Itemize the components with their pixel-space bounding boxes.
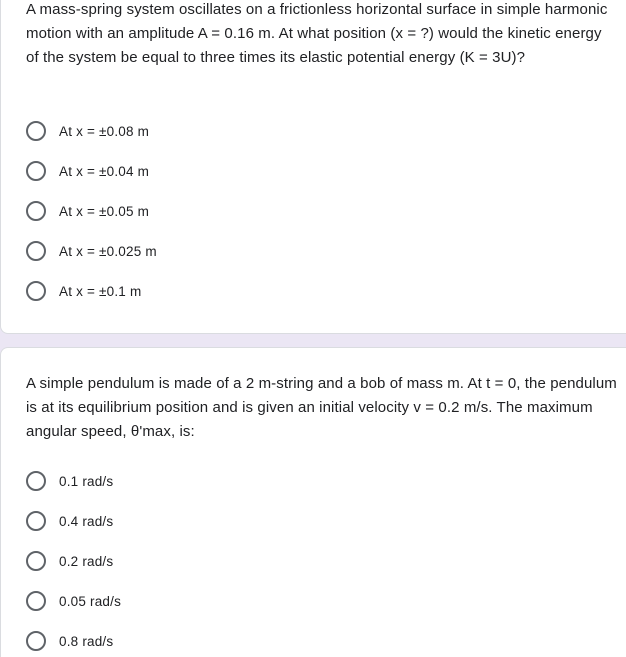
radio-button-icon[interactable] <box>26 591 46 611</box>
radio-option-3[interactable] <box>26 549 113 573</box>
radio-option-2[interactable] <box>26 159 149 183</box>
radio-option-2[interactable] <box>26 509 113 533</box>
option-label: 0.1 rad/s <box>59 473 114 489</box>
radio-option-3[interactable] <box>26 199 149 223</box>
radio-button-icon[interactable] <box>26 511 46 531</box>
question-text: A mass-spring system oscillates on a frictionless horizontal surface in simple harmonic motion with an amplitude A = 0.16 m. At what position (x = ?) would the kinetic energy of the system be equal to three times its elastic potential energy (K = 3U)? <box>26 1 608 66</box>
option-label: At x = ±0.05 m <box>59 203 150 219</box>
radio-button-icon[interactable] <box>26 631 46 651</box>
radio-option-5[interactable] <box>26 279 141 303</box>
radio-button-icon[interactable] <box>26 161 46 181</box>
radio-option-5[interactable] <box>26 629 113 653</box>
radio-option-1[interactable] <box>26 469 113 493</box>
radio-button-icon[interactable] <box>26 121 46 141</box>
option-label: 0.4 rad/s <box>59 513 114 529</box>
option-label: 0.05 rad/s <box>59 593 122 609</box>
option-label: At x = ±0.1 m <box>59 283 142 299</box>
radio-option-4[interactable] <box>26 589 121 613</box>
radio-button-icon[interactable] <box>26 551 46 571</box>
option-label: At x = ±0.025 m <box>59 243 157 259</box>
radio-button-icon[interactable] <box>26 471 46 491</box>
radio-button-icon[interactable] <box>26 241 46 261</box>
option-label: 0.8 rad/s <box>59 633 114 649</box>
option-label: 0.2 rad/s <box>59 553 114 569</box>
radio-option-4[interactable] <box>26 239 157 263</box>
question-text: A simple pendulum is made of a 2 m-string and a bob of mass m. At t = 0, the pendulum is at its equilibrium position and is given an initial velocity v = 0.2 m/s. The maximum angular speed, θ'max, is: <box>26 375 617 440</box>
radio-option-1[interactable] <box>26 119 149 143</box>
option-label: At x = ±0.04 m <box>59 163 150 179</box>
radio-button-icon[interactable] <box>26 281 46 301</box>
question-card-2 <box>0 347 626 657</box>
option-label: At x = ±0.08 m <box>59 123 150 139</box>
radio-button-icon[interactable] <box>26 201 46 221</box>
